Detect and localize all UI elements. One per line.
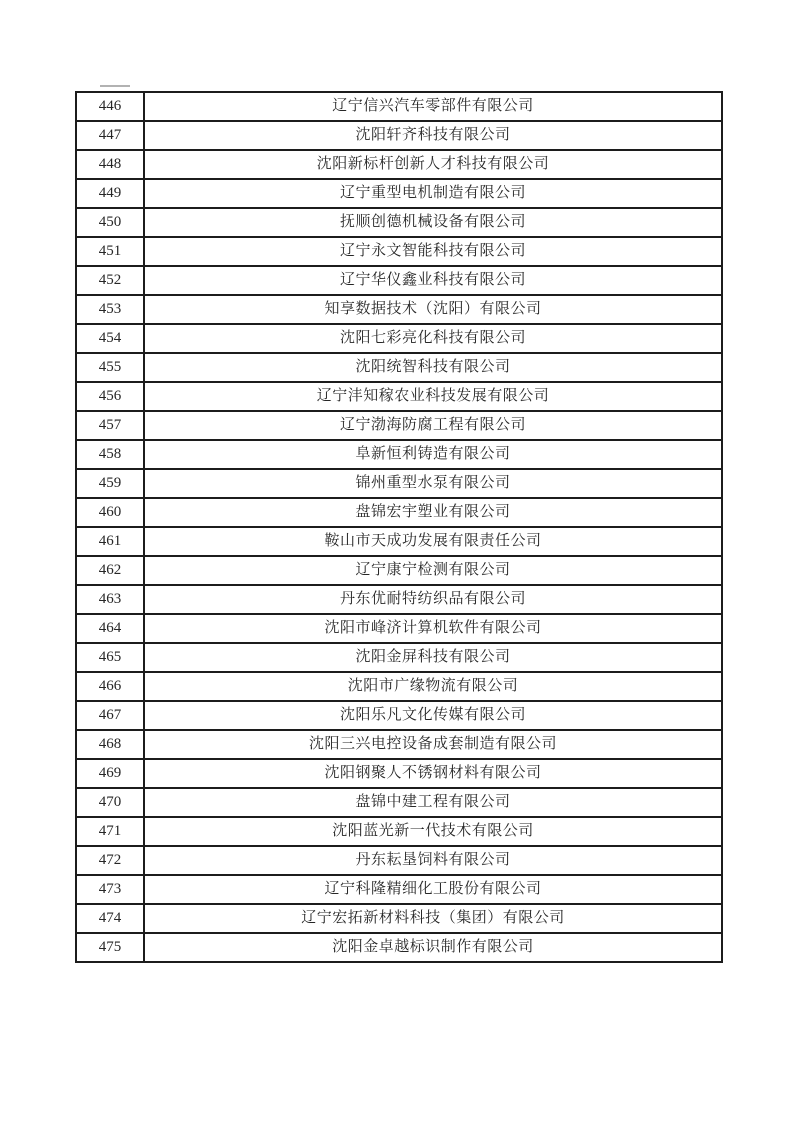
- table-row: [76, 353, 722, 382]
- table-row: [76, 295, 722, 324]
- row-number-cell: 469: [76, 759, 144, 788]
- row-number-cell: 475: [76, 933, 144, 962]
- company-name-cell: 辽宁渤海防腐工程有限公司: [144, 411, 722, 440]
- company-name-cell: 丹东耘垦饲料有限公司: [144, 846, 722, 875]
- row-number-cell: 464: [76, 614, 144, 643]
- table-row: [76, 556, 722, 585]
- company-name-cell: 辽宁永文智能科技有限公司: [144, 237, 722, 266]
- company-name-cell: 沈阳统智科技有限公司: [144, 353, 722, 382]
- table-row: [76, 846, 722, 875]
- company-name-cell: 辽宁宏拓新材料科技（集团）有限公司: [144, 904, 722, 933]
- company-name-cell: 辽宁信兴汽车零部件有限公司: [144, 92, 722, 121]
- table-row: [76, 904, 722, 933]
- company-name-cell: 盘锦宏宇塑业有限公司: [144, 498, 722, 527]
- row-number-cell: 470: [76, 788, 144, 817]
- company-name-cell: 沈阳金屏科技有限公司: [144, 643, 722, 672]
- company-name-cell: 丹东优耐特纺织品有限公司: [144, 585, 722, 614]
- table-row: [76, 672, 722, 701]
- table-row: [76, 266, 722, 295]
- company-name-cell: 沈阳乐凡文化传媒有限公司: [144, 701, 722, 730]
- row-number-cell: 463: [76, 585, 144, 614]
- row-number-cell: 449: [76, 179, 144, 208]
- company-name-cell: 沈阳三兴电控设备成套制造有限公司: [144, 730, 722, 759]
- row-number-cell: 452: [76, 266, 144, 295]
- company-name-cell: 辽宁科隆精细化工股份有限公司: [144, 875, 722, 904]
- company-name-cell: 知享数据技术（沈阳）有限公司: [144, 295, 722, 324]
- table-row: [76, 643, 722, 672]
- row-number-cell: 467: [76, 701, 144, 730]
- table-row: [76, 730, 722, 759]
- company-name-cell: 沈阳金卓越标识制作有限公司: [144, 933, 722, 962]
- table-row: [76, 150, 722, 179]
- row-number-cell: 468: [76, 730, 144, 759]
- table-row: [76, 933, 722, 962]
- company-name-cell: 沈阳轩齐科技有限公司: [144, 121, 722, 150]
- row-number-cell: 451: [76, 237, 144, 266]
- table-row: [76, 179, 722, 208]
- company-name-cell: 辽宁华仪鑫业科技有限公司: [144, 266, 722, 295]
- row-number-cell: 471: [76, 817, 144, 846]
- row-number-cell: 458: [76, 440, 144, 469]
- table-row: [76, 92, 722, 121]
- table-row: [76, 469, 722, 498]
- row-number-cell: 461: [76, 527, 144, 556]
- table-row: [76, 237, 722, 266]
- company-name-cell: 盘锦中建工程有限公司: [144, 788, 722, 817]
- company-name-cell: 沈阳新标杆创新人才科技有限公司: [144, 150, 722, 179]
- company-name-cell: 沈阳蓝光新一代技术有限公司: [144, 817, 722, 846]
- company-name-cell: 沈阳市广缘物流有限公司: [144, 672, 722, 701]
- row-number-cell: 465: [76, 643, 144, 672]
- row-number-cell: 462: [76, 556, 144, 585]
- row-number-cell: 459: [76, 469, 144, 498]
- row-number-cell: 472: [76, 846, 144, 875]
- company-name-cell: 锦州重型水泵有限公司: [144, 469, 722, 498]
- row-number-cell: 455: [76, 353, 144, 382]
- row-number-cell: 466: [76, 672, 144, 701]
- table-row: [76, 527, 722, 556]
- table-row: [76, 382, 722, 411]
- row-number-cell: 473: [76, 875, 144, 904]
- table-row: [76, 614, 722, 643]
- row-number-cell: 457: [76, 411, 144, 440]
- table-row: [76, 788, 722, 817]
- company-name-cell: 沈阳七彩亮化科技有限公司: [144, 324, 722, 353]
- company-name-cell: 沈阳钢聚人不锈钢材料有限公司: [144, 759, 722, 788]
- row-number-cell: 450: [76, 208, 144, 237]
- table-row: [76, 585, 722, 614]
- table-row: [76, 875, 722, 904]
- table-row: [76, 411, 722, 440]
- table-row: [76, 324, 722, 353]
- row-number-cell: 454: [76, 324, 144, 353]
- table-row: [76, 121, 722, 150]
- table-row: [76, 498, 722, 527]
- row-number-cell: 474: [76, 904, 144, 933]
- row-number-cell: 447: [76, 121, 144, 150]
- company-name-cell: 抚顺创德机械设备有限公司: [144, 208, 722, 237]
- row-number-cell: 448: [76, 150, 144, 179]
- company-name-cell: 阜新恒利铸造有限公司: [144, 440, 722, 469]
- row-number-cell: 456: [76, 382, 144, 411]
- table-row: [76, 759, 722, 788]
- company-list-table: [75, 91, 723, 963]
- company-name-cell: 沈阳市峰济计算机软件有限公司: [144, 614, 722, 643]
- table-row: [76, 817, 722, 846]
- row-number-cell: 446: [76, 92, 144, 121]
- row-number-cell: 453: [76, 295, 144, 324]
- company-name-cell: 辽宁沣知稼农业科技发展有限公司: [144, 382, 722, 411]
- company-name-cell: 辽宁康宁检测有限公司: [144, 556, 722, 585]
- scan-artifact-line: [100, 85, 130, 87]
- row-number-cell: 460: [76, 498, 144, 527]
- table-row: [76, 440, 722, 469]
- company-name-cell: 鞍山市天成功发展有限责任公司: [144, 527, 722, 556]
- company-table-body: [76, 92, 722, 962]
- table-row: [76, 701, 722, 730]
- table-row: [76, 208, 722, 237]
- company-name-cell: 辽宁重型电机制造有限公司: [144, 179, 722, 208]
